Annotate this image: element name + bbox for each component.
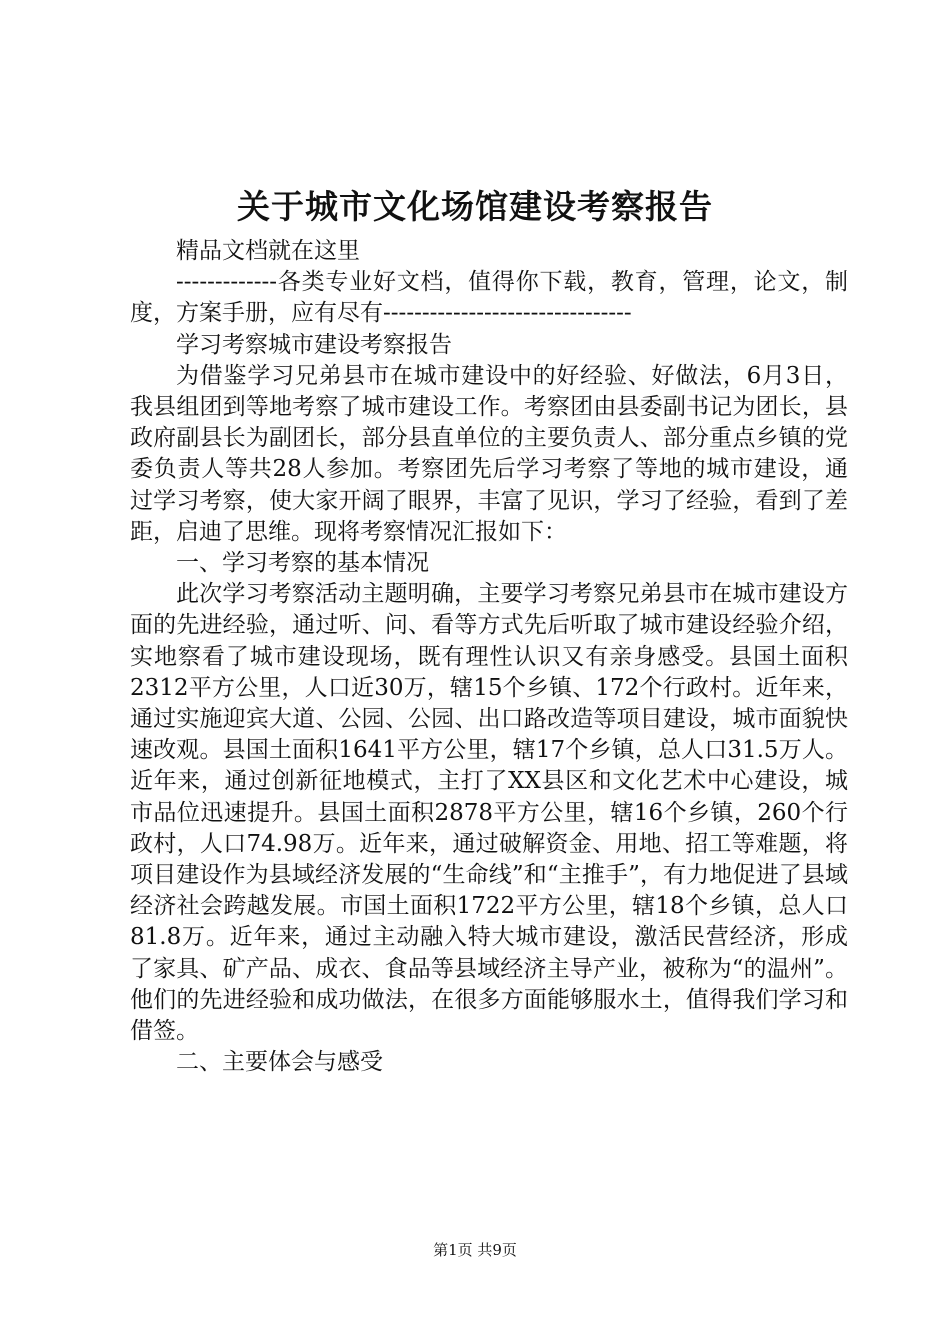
promo-line: 精品文档就在这里 (176, 238, 360, 264)
section-heading-1: 一、学习考察的基本情况 (176, 550, 429, 577)
promo-banner: -------------各类专业好文档，值得你下载，教育，管理，论文，制度，方案手册，应有尽有-------------------------------- (130, 269, 848, 327)
page-footer: 第1页 共9页 (433, 1241, 517, 1259)
document-title: 关于城市文化场馆建设考察报告 (237, 187, 713, 226)
document-body (130, 236, 848, 1078)
report-subtitle: 学习考察城市建设考察报告 (176, 331, 452, 358)
section-heading-2: 二、主要体会与感受 (176, 1049, 383, 1076)
intro-paragraph: 为借鉴学习兄弟县市在城市建设中的好经验、好做法，6月3日，我县组团到等地考察了城市建设工作。考察团由县委副书记为团长，县政府副县长为副团长，部分县直单位的主要负责人、部分重点乡镇的党委负责人等共28人参加。考察团先后学习考察了等地的城市建设，通过学习考察，使大家开阔了眼界，丰富了见识，学习了经验，看到了差距，启迪了思维。现将考察情况汇报如下： (130, 362, 848, 545)
section-1-paragraph: 此次学习考察活动主题明确，主要学习考察兄弟县市在城市建设方面的先进经验，通过听、问、看等方式先后听取了城市建设经验介绍，实地察看了城市建设现场，既有理性认识又有亲身感受。县国土面积2312平方公里，人口近30万，辖15个乡镇、172个行政村。近年来，通过实施迎宾大道、公园、公园、出口路改造等项目建设，城市面貌快速改观。县国土面积1641平方公里，辖17个乡镇，总人口31.5万人。近年来，通过创新征地模式，主打了XX县区和文化艺术中心建设，城市品位迅速提升。县国土面积2878平方公里，辖16个乡镇，260个行政村，人口74.98万。近年来，通过破解资金、用地、招工等难题，将项目建设作为县域经济发展的“生命线”和“主推手”，有力地促进了县域经济社会跨越发展。市国土面积1722平方公里，辖18个乡镇，总人口81.8万。近年来，通过主动融入特大城市建设，激活民营经济，形成了家具、矿产品、成衣、食品等县域经济主导产业，被称为“的温州”。他们的先进经验和成功做法，在很多方面能够服水土，值得我们学习和借签。 (130, 581, 848, 1045)
